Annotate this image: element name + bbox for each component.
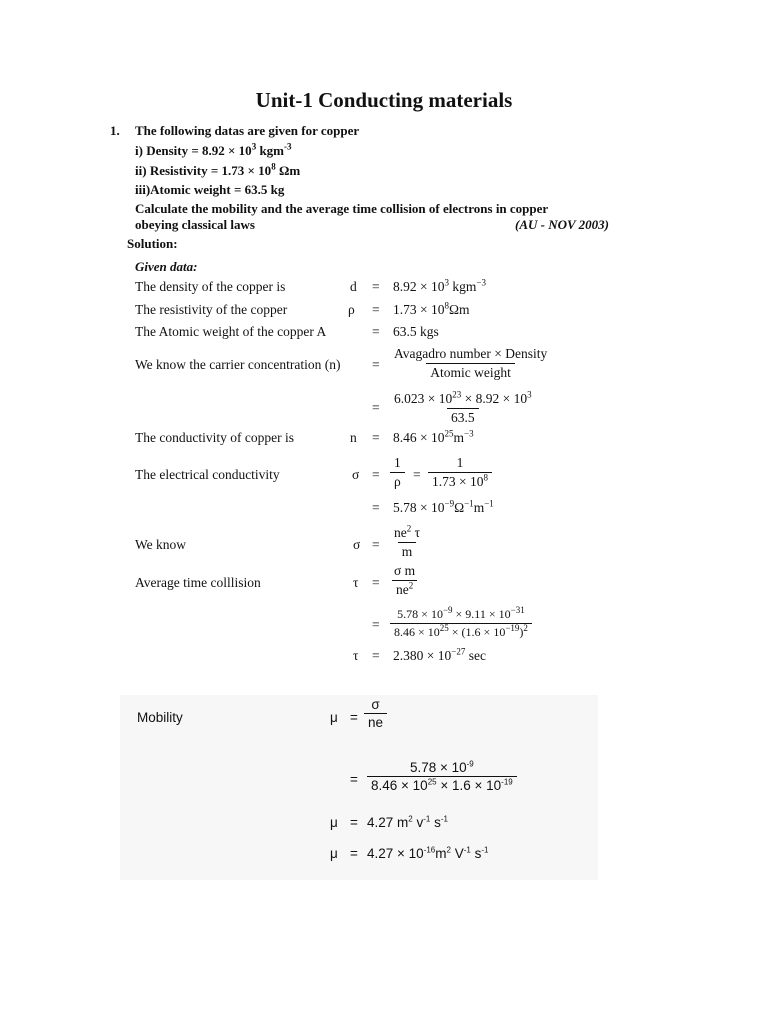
tau-value: $2.380 \times 10^{-27}$ sec xyxy=(393,646,486,663)
avgtime2-equals: = xyxy=(372,617,380,632)
resistivity-symbol: ρ xyxy=(348,302,355,317)
mobility2-fraction: $\frac{5.78 \times 10^{-9}}{8.46 \times 10^{25} \times 1.6 \times 10^{-19}}$ xyxy=(367,760,517,793)
carrier-fraction: Avagadro number × Density Atomic weight xyxy=(394,346,548,380)
weknow-fraction: $\frac{ne^2 \tau}{m}$ xyxy=(394,523,421,559)
weknow-equals: = xyxy=(372,537,380,552)
density-symbol: d xyxy=(350,279,357,294)
resistivity-equals: = xyxy=(372,302,380,317)
mobility4-value: $4.27 \times 10^{-16}m^2$ $V^{-1}$ $s^{-1}$ xyxy=(367,845,489,861)
carrier2-fraction: $\frac{6.023 \times 10^{23} \times 8.92 \times 10^3}{63.5}$ xyxy=(394,389,532,425)
mobility3-value: 4.27 $m^2$ $v^{-1}$ $s^{-1}$ xyxy=(367,814,449,830)
carrier2-equals: = xyxy=(372,400,380,415)
solution-label: Solution: xyxy=(127,236,178,251)
mobility-symbol: μ xyxy=(330,710,338,725)
electrical-fraction-1: $\frac{1}{\rho}$ xyxy=(390,455,405,490)
mobility3-symbol: μ xyxy=(330,815,338,830)
electrical-symbol: σ xyxy=(352,467,360,482)
mobility3-equals: = xyxy=(350,815,358,830)
given-data-label: Given data: xyxy=(135,259,198,274)
tau-equals: = xyxy=(372,648,380,663)
conductivity-value: $8.46 \times 10^{25}m^{-3}$ xyxy=(393,428,474,445)
electrical-text: The electrical conductivity xyxy=(135,467,280,482)
carrier-equals: = xyxy=(372,357,380,372)
avgtime2-fraction: $\frac{5.78 \times 10^{-9} \times 9.11 \times 10^{-31}}{8.46 \times 10^{25} \times (1.6 \times 10^{-19})^2}$ xyxy=(390,607,532,640)
mobility-image-region xyxy=(120,695,598,880)
mobility-equals: = xyxy=(350,710,358,725)
weknow-symbol: σ xyxy=(353,537,361,552)
density-value: $8.92 \times 10^3$ kgm$^{-3}$ xyxy=(393,277,486,294)
resistivity-value: $1.73 \times 10^8\Omega m$ xyxy=(393,300,470,317)
mobility-fraction: $\frac{\sigma}{ne}$ xyxy=(364,697,387,730)
density-text: The density of the copper is xyxy=(135,279,286,294)
electrical2-equals: = xyxy=(372,500,380,515)
electrical2-value: $5.78 \times 10^{-9}\Omega^{-1}m^{-1}$ xyxy=(393,498,494,515)
question-intro: The following datas are given for copper xyxy=(135,123,360,138)
conductivity-equals: = xyxy=(372,430,380,445)
question-number: 1. xyxy=(110,123,120,138)
avgtime-fraction: $\frac{\text{σ m}}{ne^2}$ xyxy=(390,563,419,598)
avgtime-symbol: τ xyxy=(353,575,359,590)
atomic-equals: = xyxy=(372,324,380,339)
conductivity-text: The conductivity of copper is xyxy=(135,430,294,445)
given-resistivity: ii) Resistivity = $1.73 \times 10^8$ Ωm xyxy=(135,161,301,178)
given-atomic-weight: iii)Atomic weight = 63.5 kg xyxy=(135,182,285,197)
question-task-line1: Calculate the mobility and the average time collision of electrons in copper xyxy=(135,201,549,216)
mobility-text: Mobility xyxy=(137,710,183,725)
mobility4-equals: = xyxy=(350,846,358,861)
electrical-equals-2: = xyxy=(413,467,421,482)
question-task-line2: obeying classical laws xyxy=(135,217,255,232)
carrier-text: We know the carrier concentration (n) xyxy=(135,357,341,372)
avgtime-equals: = xyxy=(372,575,380,590)
density-equals: = xyxy=(372,279,380,294)
atomic-text: The Atomic weight of the copper A xyxy=(135,324,327,339)
page-title: Unit-1 Conducting materials xyxy=(255,88,513,112)
electrical-fraction-2: $\frac{1}{1.73 \times 10^8}$ xyxy=(428,455,492,490)
electrical-equals: = xyxy=(372,467,380,482)
question-source: (AU - NOV 2003) xyxy=(515,217,610,232)
avgtime-text: Average time colllision xyxy=(135,575,261,590)
weknow-text: We know xyxy=(135,537,187,552)
atomic-value: 63.5 kgs xyxy=(393,324,439,339)
resistivity-text: The resistivity of the copper xyxy=(135,302,288,317)
mobility4-symbol: μ xyxy=(330,846,338,861)
conductivity-symbol: n xyxy=(350,430,357,445)
given-density: i) Density = $8.92 \times 10^3$ kgm$^{-3}$ xyxy=(135,141,292,158)
mobility2-equals: = xyxy=(350,772,358,787)
tau-symbol: τ xyxy=(353,648,359,663)
